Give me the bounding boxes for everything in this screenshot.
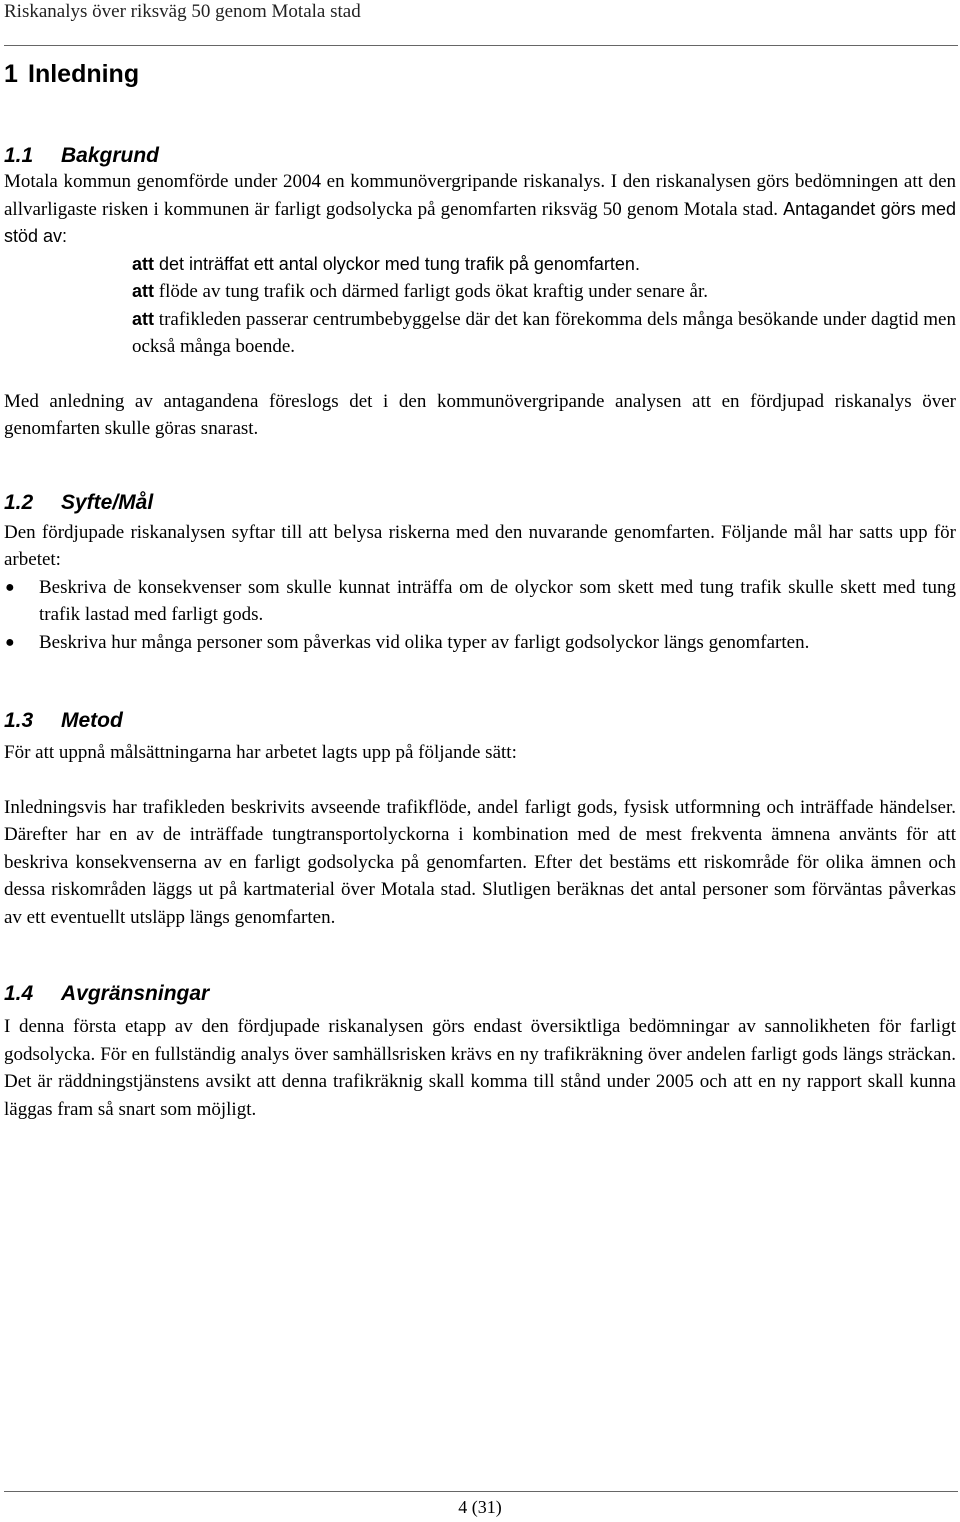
footer-rule (4, 1491, 958, 1492)
list-item-text: trafikleden passerar centrumbebyggelse där det kan förekomma dels många besökande under dagtid men också många boende. (132, 308, 956, 357)
page-content (4, 58, 956, 1123)
section-title: Bakgrund (61, 144, 160, 167)
assumption-list (4, 251, 956, 361)
page-number: 4 (31) (458, 1497, 502, 1517)
list-item (4, 574, 956, 629)
running-header: Riskanalys över riksväg 50 genom Motala stad (4, 1, 361, 22)
section-title: Metod (61, 709, 123, 732)
section-heading-bakgrund (4, 143, 956, 169)
list-item (4, 306, 956, 361)
bakgrund-conclusion: Med anledning av antagandena föreslogs det i den kommunövergripande analysen att en fördjupad riskanalys över genomfarten skulle göras snarast. (4, 390, 956, 439)
goal-list (4, 574, 956, 657)
list-item-text: det inträffat ett antal olyckor med tung trafik på genomfarten. (154, 253, 640, 274)
list-item-lead: att (132, 308, 154, 329)
section-number: 1.1 (4, 144, 34, 167)
list-item-lead: att (132, 253, 154, 274)
list-item-text: flöde av tung trafik och därmed farligt gods ökat kraftig under senare år. (154, 281, 708, 302)
chapter-title: Inledning (28, 60, 140, 88)
list-item (4, 629, 956, 657)
section-number: 1.4 (4, 982, 34, 1005)
avgransningar-body: I denna första etapp av den fördjupade riskanalysen görs endast översiktliga bedömningar av sannolikheten för farligt godsolycka. För en fullständig analys över samhällsrisken krävs en ny trafikräkning över andelen farligt gods längs sträckan. Det är räddningstjänstens avsikt att denna trafikräknig skall komma till stånd under 2005 och att en ny rapport skall kunna läggas fram så snart som möjligt. (4, 1016, 956, 1120)
bakgrund-intro (4, 168, 956, 251)
section-title: Syfte/Mål (61, 490, 154, 514)
list-item (4, 278, 956, 306)
bullet-icon: ● (5, 578, 15, 596)
bakgrund-intro-text: Motala kommun genomförde under 2004 en kommunövergripande riskanalys. I den riskanalysen görs bedömningen att den allvarligaste risken i kommunen är farligt godsolycka på genomfarten riksväg 50 genom Motala stad. (4, 171, 956, 220)
section-heading-syfte (4, 490, 956, 516)
header-rule (4, 45, 958, 46)
section-number: 1.3 (4, 709, 34, 732)
list-item (4, 251, 956, 279)
section-number: 1.2 (4, 490, 34, 514)
metod-body: Inledningsvis har trafikleden beskrivits avseende trafikflöde, andel farligt gods, fysisk utformning och inträffade händelser. Därefter har en av de inträffade tungtransportolyckorna i kombination med de mest frekventa ämnena använts för att beskriva konsekvenserna av en farligt godsolycka på genomfarten. Efter det bestäms ett riskområde för olika ämnen och dessa riskområden läggs ut på kartmaterial över Motala stad. Slutligen beräknas det antal personer som förväntas påverkas av ett eventuellt utsläpp längs genomfarten. (4, 796, 956, 928)
list-item-lead: att (132, 281, 154, 301)
section-heading-metod (4, 708, 956, 734)
chapter-heading (4, 58, 956, 92)
bullet-icon: ● (5, 633, 15, 651)
list-item-text: Beskriva hur många personer som påverkas vid olika typer av farligt godsolyckor längs genomfarten. (39, 631, 810, 653)
section-heading-avgransningar (4, 981, 956, 1007)
syfte-intro: Den fördjupade riskanalysen syftar till att belysa riskerna med den nuvarande genomfarten. Följande mål har satts upp för arbetet: (4, 521, 956, 570)
list-item-text: Beskriva de konsekvenser som skulle kunnat inträffa om de olyckor som skett med tung trafik skulle skett med tung trafik lastad med farligt gods. (39, 576, 956, 625)
chapter-number: 1 (4, 60, 18, 88)
section-title: Avgränsningar (61, 982, 210, 1005)
metod-intro: För att uppnå målsättningarna har arbetet lagts upp på följande sätt: (4, 742, 517, 763)
bakgrund-intro-sans: Antagandet görs med stöd av: (4, 198, 957, 246)
